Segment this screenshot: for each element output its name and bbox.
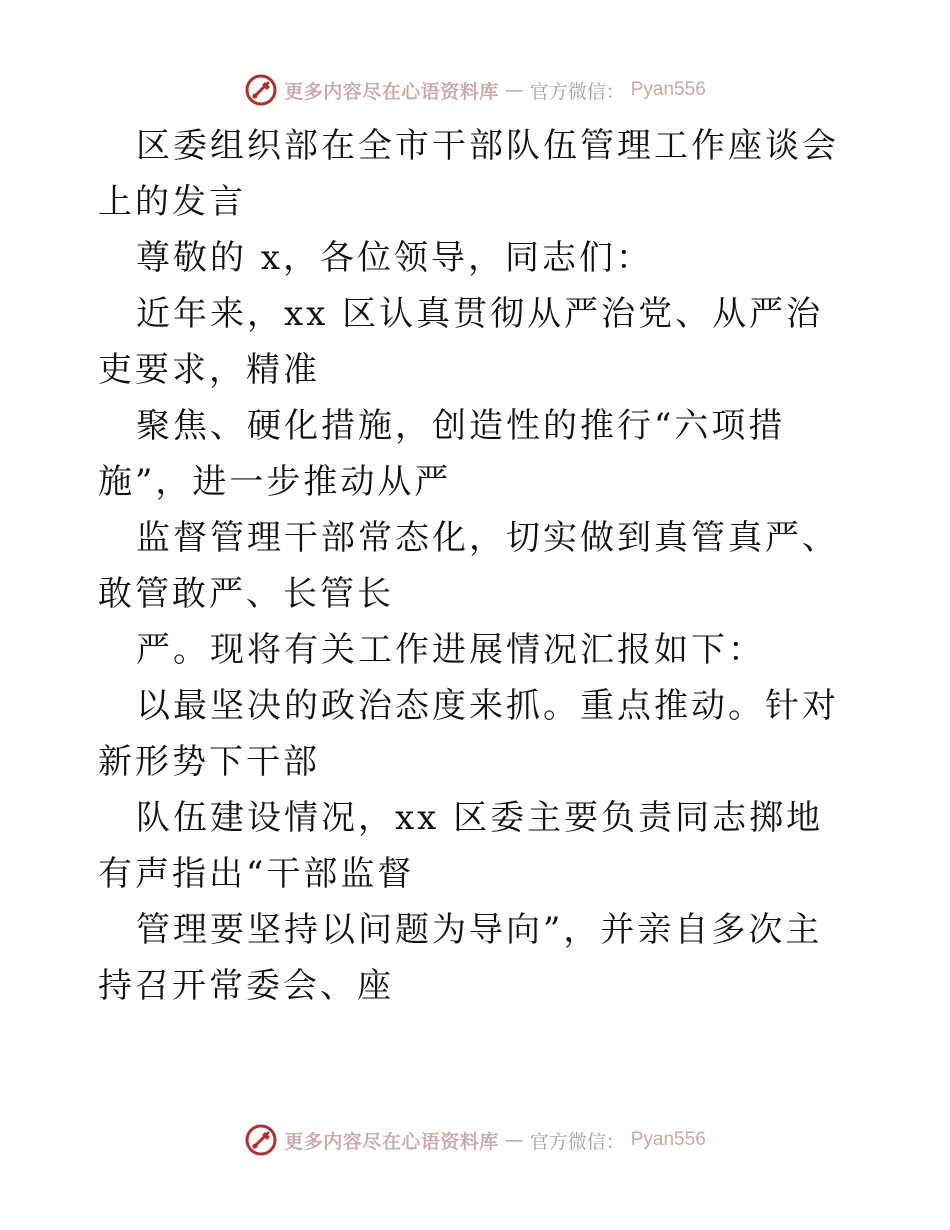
- seal-logo-icon: [244, 73, 278, 107]
- banner-separator: —: [504, 1129, 524, 1151]
- body-paragraph: 管理要坚持以问题为导向”，并亲自多次主持召开常委会、座: [98, 910, 823, 1006]
- body-paragraph: 严。现将有关工作进展情况汇报如下：: [136, 630, 765, 670]
- banner-slogan: 更多内容尽在心语资料库: [284, 1130, 499, 1153]
- document-title: 区委组织部在全市干部队伍管理工作座谈会上的发言: [98, 126, 839, 222]
- header-watermark-banner: [0, 70, 950, 110]
- body-paragraph: 队伍建设情况，xx 区委主要负责同志掷地有声指出“干部监督: [98, 798, 824, 894]
- salutation: 尊敬的 x，各位领导，同志们：: [136, 238, 653, 278]
- banner-slogan: 更多内容尽在心语资料库: [284, 80, 499, 103]
- body-paragraph: 近年来，xx 区认真贯彻从严治党、从严治吏要求，精准: [98, 294, 824, 390]
- seal-logo-icon: [244, 1123, 278, 1157]
- banner-separator: —: [504, 79, 524, 101]
- banner-wechat-label: 官方微信：: [529, 1130, 625, 1153]
- body-paragraph: 以最坚决的政治态度来抓。重点推动。针对新形势下干部: [98, 686, 839, 782]
- body-paragraph: 聚焦、硬化措施，创造性的推行“六项措施”，进一步推动从严: [98, 406, 786, 502]
- body-paragraph: 监督管理干部常态化，切实做到真管真严、敢管敢严、长管长: [98, 518, 839, 614]
- banner-wechat-id: Pyan556: [630, 1129, 706, 1150]
- banner-wechat-id: Pyan556: [630, 79, 706, 100]
- document-body: [98, 118, 853, 1014]
- banner-wechat-label: 官方微信：: [529, 80, 625, 103]
- footer-watermark-banner: [0, 1120, 950, 1160]
